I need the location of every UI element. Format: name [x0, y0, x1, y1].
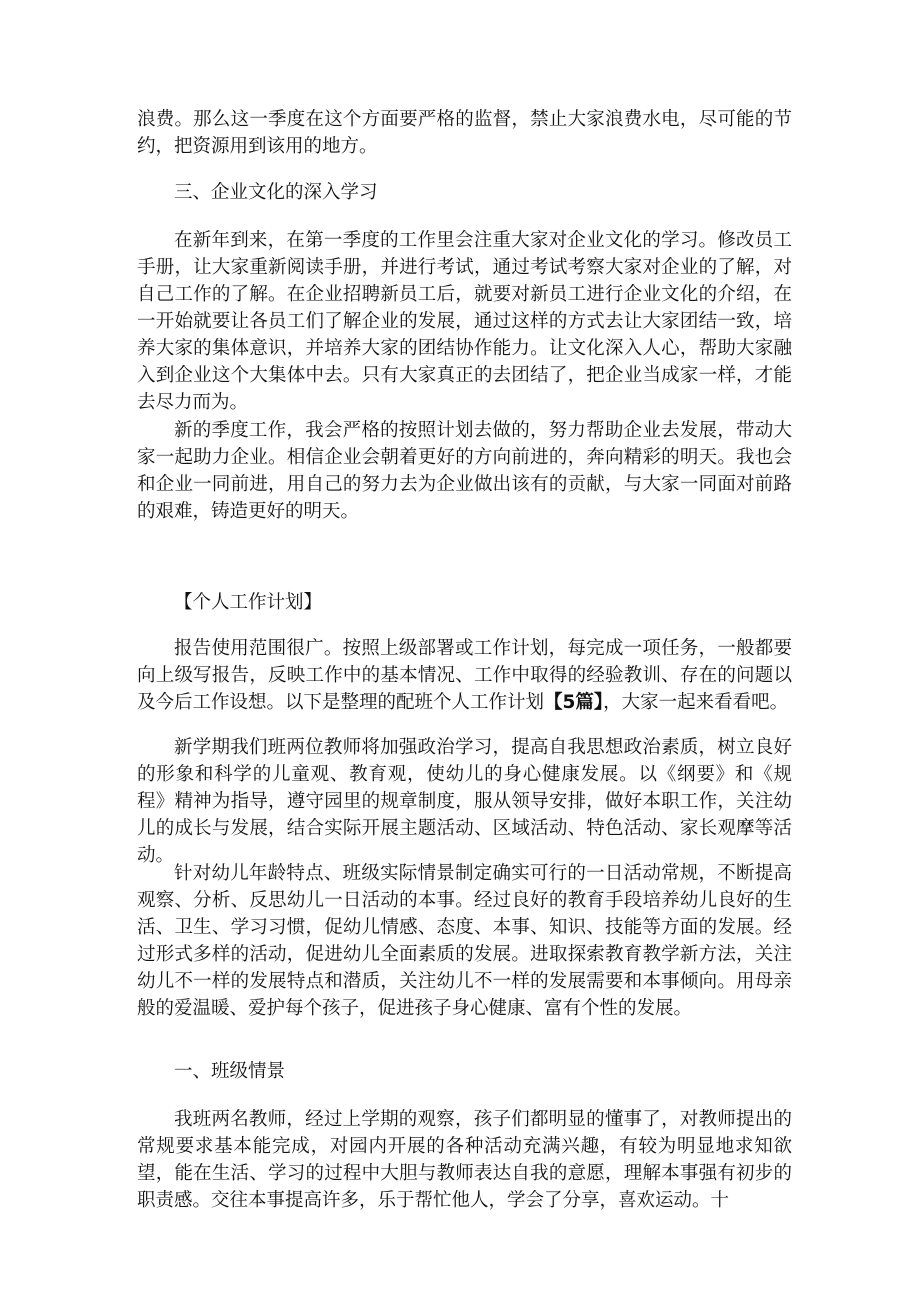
section-heading-class-situation: 一、班级情景 [174, 1061, 286, 1082]
section-heading-corporate-culture: 三、企业文化的深入学习 [174, 182, 378, 203]
intro-text-end: ，大家一起来看看吧。 [603, 692, 789, 713]
intro-text: 报告使用范围很广。按照上级部署或工作计划，每完成一项任务，一般都要向上级写报告，反映工作中的基本情况、工作中取得的经验教训、存在的问题以及今后工作设想。以下是整理的配班个人工作计划 [137, 638, 792, 713]
paragraph-new-semester: 新学期我们班两位教师将加强政治学习，提高自我思想政治素质，树立良好的形象和科学的儿童观、教育观，使幼儿的身心健康发展。以《纲要》和《规程》精神为指导，遵守园里的规章制度，服从领导安排，做好本职工作，关注幼儿的成长与发展，结合实际开展主题活动、区域活动、特色活动、家长观摩等活动。 [137, 737, 792, 866]
article-count: 【5篇】 [544, 692, 604, 713]
document-title: 【个人工作计划】 [174, 592, 323, 613]
paragraph-class-situation: 我班两名教师，经过上学期的观察，孩子们都明显的懂事了，对教师提出的常规要求基本能完成，对园内开展的各种活动充满兴趣，有较为明显地求知欲望，能在生活、学习的过程中大胆与教师表达自我的意愿，理解本事强有初步的职责感。交往本事提高许多，乐于帮忙他人，学会了分享，喜欢运动。十 [137, 1109, 792, 1211]
paragraph-corporate-culture: 在新年到来，在第一季度的工作里会注重大家对企业文化的学习。修改员工手册，让大家重新阅读手册，并进行考试，通过考试考察大家对企业的了解，对自己工作的了解。在企业招聘新员工后，就要对新员工进行企业文化的介绍，在一开始就要让各员工们了解企业的发展，通过这样的方式去让大家团结一致，培养大家的集体意识，并培养大家的团结协作能力。让文化深入人心，帮助大家融入到企业这个大集体中去。只有大家真正的去团结了，把企业当成家一样，才能去尽力而为。 [137, 230, 792, 413]
paragraph-resource-saving: 浪费。那么这一季度在这个方面要严格的监督，禁止大家浪费水电，尽可能的节约，把资源用到该用的地方。 [137, 109, 792, 157]
paragraph-daily-routine: 针对幼儿年龄特点、班级实际情景制定确实可行的一日活动常规，不断提高观察、分析、反思幼儿一日活动的本事。经过良好的教育手段培养幼儿良好的生活、卫生、学习习惯，促幼儿情感、态度、本事、知识、技能等方面的发展。经过形式多样的活动，促进幼儿全面素质的发展。进取探索教育教学新方法，关注幼儿不一样的发展特点和潜质，关注幼儿不一样的发展需要和本事倾向。用母亲般的爱温暖、爱护每个孩子，促进孩子身心健康、富有个性的发展。 [137, 863, 792, 1019]
paragraph-quarter-work: 新的季度工作，我会严格的按照计划去做的，努力帮助企业去发展，带动大家一起助力企业。相信企业会朝着更好的方向前进的，奔向精彩的明天。我也会和企业一同前进，用自己的努力去为企业做出该有的贡献，与大家一同面对前路的艰难，铸造更好的明天。 [137, 420, 792, 522]
paragraph-report-intro [137, 635, 792, 716]
